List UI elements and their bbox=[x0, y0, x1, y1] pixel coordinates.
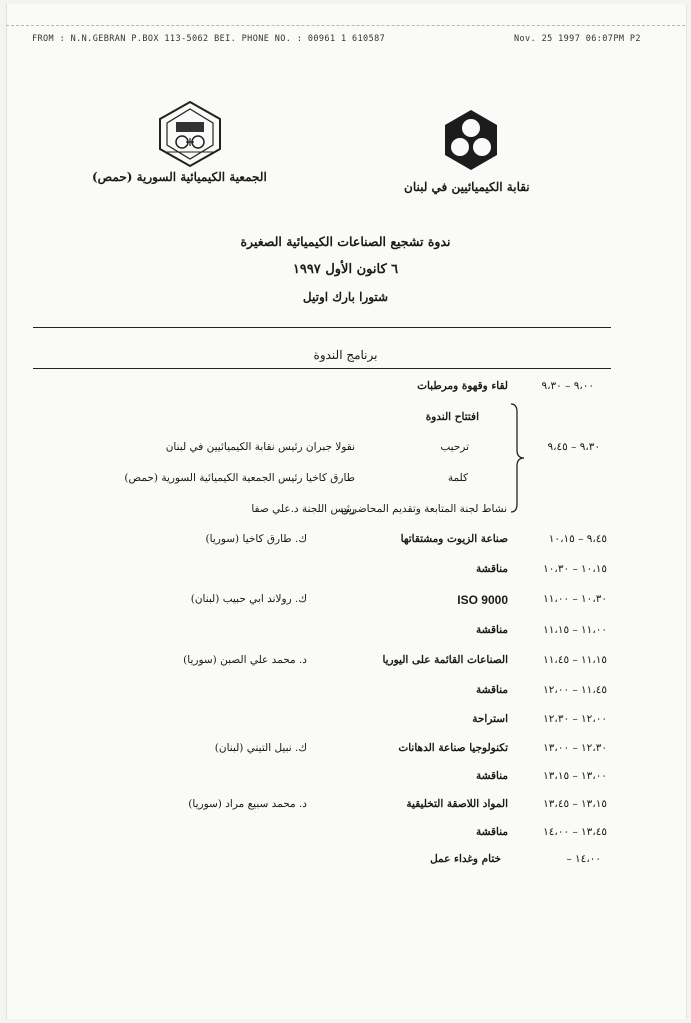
schedule-time: ١١،١٥ – ١١،٤٥ bbox=[543, 654, 607, 666]
schedule-topic: لقاء وقهوة ومرطبات bbox=[417, 380, 508, 392]
opening-item: ترحيب bbox=[440, 441, 469, 453]
schedule-topic: تكنولوجيا صناعة الدهانات bbox=[398, 742, 508, 754]
schedule-time: ١٣،٤٥ – ١٤،٠٠ bbox=[543, 826, 607, 838]
schedule-time: ١١،٠٠ – ١١،١٥ bbox=[543, 624, 607, 636]
schedule-topic: مناقشة bbox=[475, 563, 508, 575]
fax-tear-line bbox=[6, 25, 685, 26]
schedule-topic: الصناعات القائمة على اليوريا bbox=[382, 654, 508, 666]
bottom-rule bbox=[33, 368, 611, 369]
schedule-speaker: ك. نبيل التيني (لبنان) bbox=[214, 742, 307, 754]
lebanon-syndicate-name: نقابة الكيميائيين في لبنان bbox=[404, 180, 530, 194]
schedule-topic: ISO 9000 bbox=[457, 593, 508, 607]
opening-speaker: نقولا جبران رئيس نقابة الكيميائيين في لبنان bbox=[165, 441, 355, 453]
opening-item: نشاط لجنة المتابعة وتقديم المحاضرين bbox=[340, 503, 507, 515]
schedule-topic: مناقشة bbox=[475, 624, 508, 636]
schedule-time: ١٢،٣٠ – ١٣،٠٠ bbox=[543, 742, 607, 754]
schedule-time: ٩،٤٥ – ١٠،١٥ bbox=[548, 533, 607, 545]
syrian-society-emblem bbox=[156, 100, 224, 172]
schedule-topic: ختام وغداء عمل bbox=[430, 853, 501, 865]
syrian-society-name: الجمعية الكيميائية السورية (حمص) bbox=[92, 170, 267, 184]
schedule-speaker: د. محمد سبيع مراد (سوريا) bbox=[188, 798, 307, 810]
fax-date-line: Nov. 25 1997 06:07PM P2 bbox=[514, 34, 641, 44]
schedule-topic: المواد اللاصقة التخليقية bbox=[406, 798, 508, 810]
top-rule bbox=[33, 327, 611, 328]
seminar-title: ندوة تشجيع الصناعات الكيميائية الصغيرة bbox=[240, 234, 451, 249]
schedule-time: ١٣،١٥ – ١٣،٤٥ bbox=[543, 798, 607, 810]
schedule-topic: مناقشة bbox=[475, 770, 508, 782]
opening-brace bbox=[508, 402, 526, 518]
seminar-venue: شتورا بارك اوتيل bbox=[302, 290, 389, 304]
seminar-date: ٦ كانون الأول ١٩٩٧ bbox=[292, 262, 399, 277]
opening-speaker: رئيس اللجنة د.علي صفا bbox=[251, 503, 355, 515]
schedule-topic: مناقشة bbox=[475, 826, 508, 838]
schedule-speaker: ك. رولاند ابي حبيب (لبنان) bbox=[190, 593, 307, 605]
lebanon-syndicate-emblem bbox=[443, 108, 499, 176]
schedule-time: ١٠،٣٠ – ١١،٠٠ bbox=[543, 593, 607, 605]
schedule-time: ١٤،٠٠ – bbox=[566, 853, 601, 865]
schedule-topic: مناقشة bbox=[475, 684, 508, 696]
schedule-topic: صناعة الزيوت ومشتقاتها bbox=[400, 533, 508, 545]
schedule-time: ١٣،٠٠ – ١٣،١٥ bbox=[543, 770, 607, 782]
schedule-time: ٩،٠٠ – ٩،٣٠ bbox=[541, 380, 594, 392]
opening-item: افتتاح الندوة bbox=[425, 411, 479, 423]
opening-speaker: طارق كاخيا رئيس الجمعية الكيميائية السورية (حمص) bbox=[124, 472, 355, 484]
fax-sender-line: FROM : N.N.GEBRAN P.BOX 113-5062 BEI. PHONE NO. : 00961 1 610587 bbox=[32, 34, 386, 44]
opening-item: كلمة bbox=[447, 472, 468, 484]
schedule-time: ١١،٤٥ – ١٢،٠٠ bbox=[543, 684, 607, 696]
schedule-speaker: د. محمد علي الصبن (سوريا) bbox=[183, 654, 307, 666]
schedule-time: ١٠،١٥ – ١٠،٣٠ bbox=[543, 563, 607, 575]
program-heading: برنامج الندوة bbox=[313, 348, 378, 362]
schedule-speaker: ك. طارق كاخيا (سوريا) bbox=[205, 533, 307, 545]
schedule-time: ١٢،٠٠ – ١٢،٣٠ bbox=[543, 713, 607, 725]
schedule-topic: استراحة bbox=[472, 713, 508, 725]
opening-time: ٩،٣٠ – ٩،٤٥ bbox=[547, 441, 600, 453]
